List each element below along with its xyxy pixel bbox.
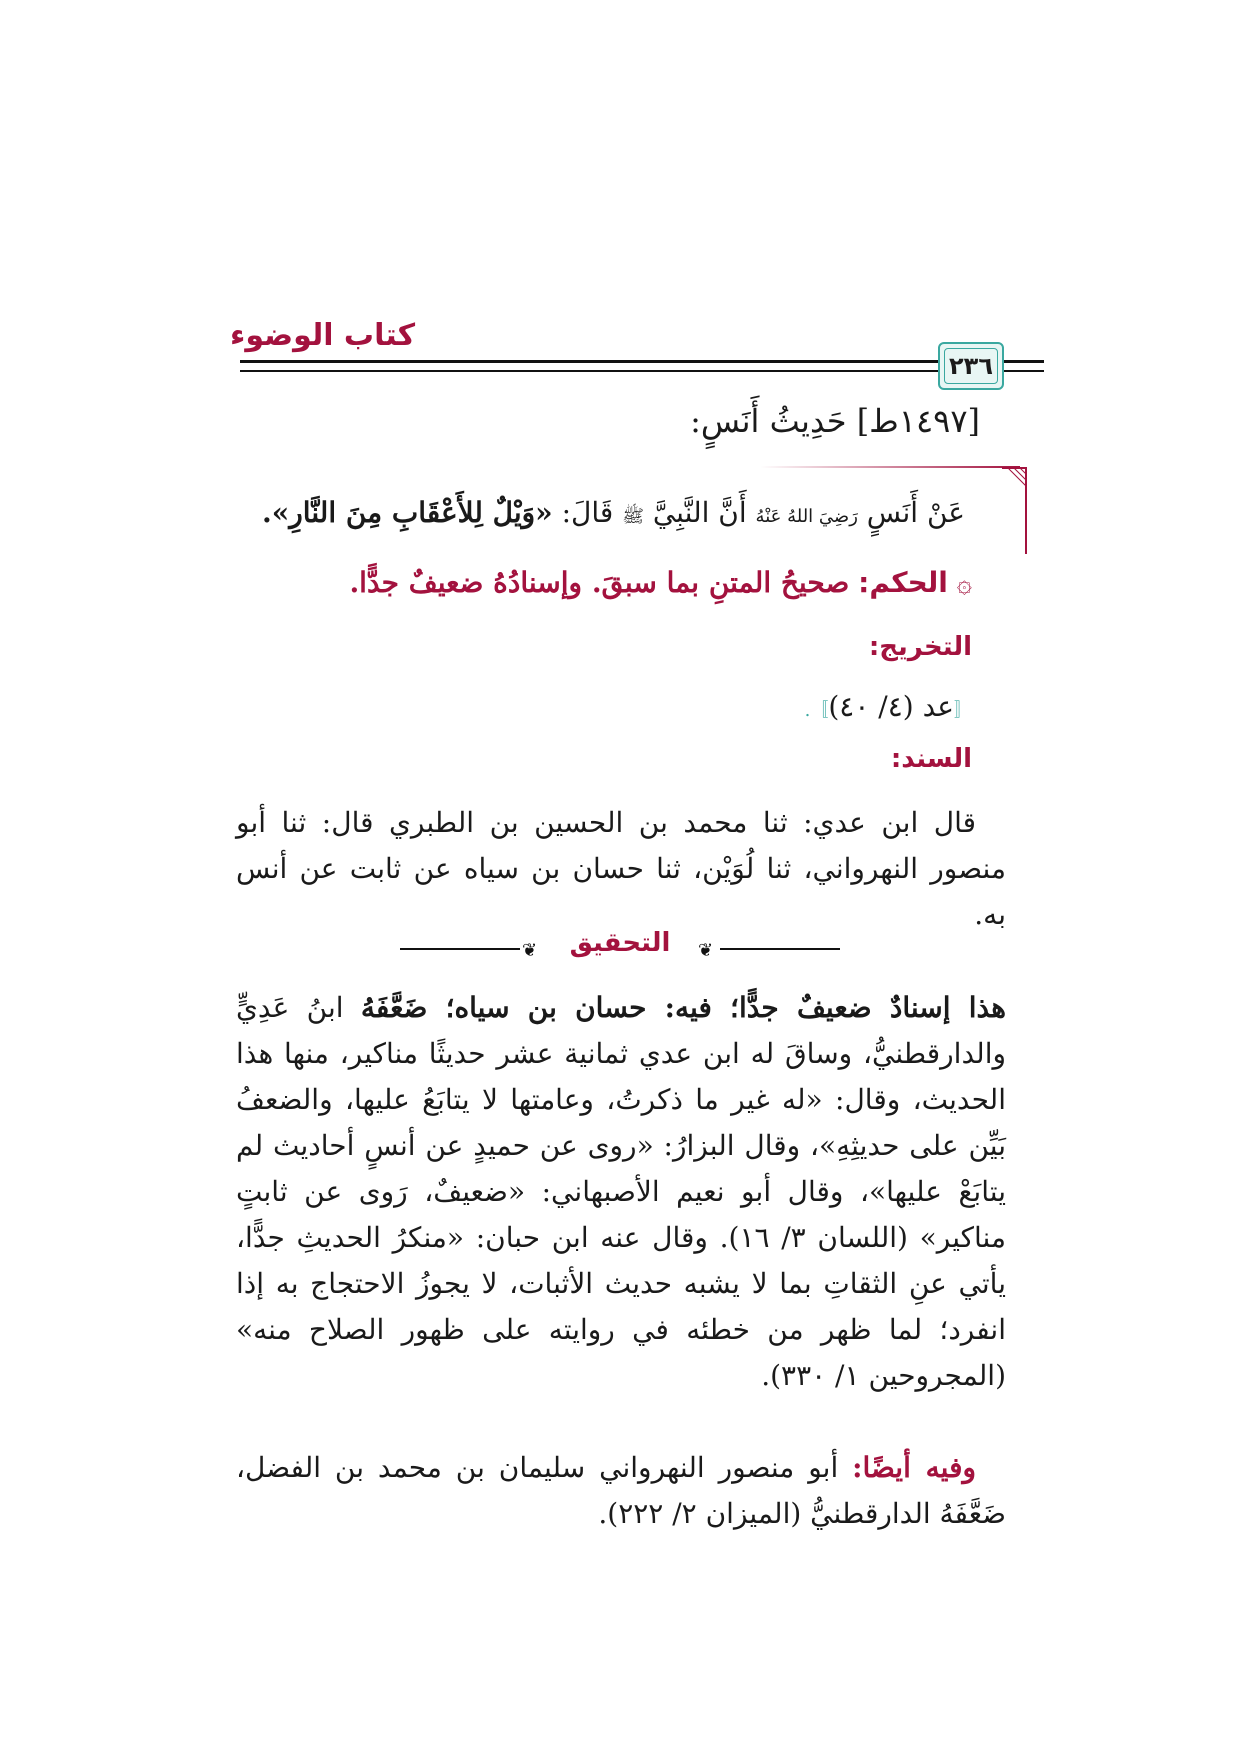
reference-open-mark: 〚 — [954, 700, 972, 721]
tahqiq-lead: هذا إسنادٌ ضعيفٌ جدًّا؛ فيه: حسان بن سياه؛ ضَعَّفَهُ — [360, 991, 1006, 1024]
hadith-quote: «وَيْلٌ لِلأَعْقَابِ مِنَ النَّارِ». — [262, 496, 553, 529]
reference-text: عد (٤/ ٤٠) — [828, 690, 954, 723]
ruling-ornament-icon: ۞ — [956, 569, 972, 599]
sanad-paragraph: قال ابن عدي: ثنا محمد بن الحسين بن الطبري قال: ثنا أبو منصور النهرواني، ثنا لُوَيْن، ثنا حسان بن سياه عن ثابت عن أنس به. — [236, 806, 1006, 931]
divider-line-right — [720, 948, 840, 950]
hadith-ruling — [349, 566, 972, 599]
reference-close-mark: 〛. — [804, 700, 829, 721]
also-text: أبو منصور النهرواني سليمان بن محمد بن الفضل، ضَعَّفَهُ الدارقطنيُّ (الميزان ٢/ ٢٢٢). — [236, 1451, 1006, 1530]
divider-ornament-left-icon: ❦ — [522, 940, 538, 961]
header-rule-right — [1004, 360, 1044, 363]
companion-honorific: رَضِيَ اللهُ عَنْهُ — [755, 506, 858, 527]
tahqiq-paragraph — [236, 985, 1006, 1399]
hadith-middle: أَنَّ النَّبِيَّ — [652, 496, 747, 529]
header-rule-right-thin — [1004, 370, 1044, 372]
header-rule-thin — [240, 370, 1040, 372]
hadith-number: [١٤٩٧ط] — [856, 402, 980, 440]
tahqiq-text: ابنُ عَدِيٍّ والدارقطنيُّ، وساقَ له ابن عدي ثمانية عشر حديثًا مناكير، منها هذا الحديث، وقال: «له غير ما ذكرتُ، وعامتها لا يتابَعُ عليها، والضعفُ بَيِّن على حديثِهِ»، وقال البزارُ: «روى عن حميدٍ عن أنسٍ أحاديث لم يتابَعْ عليها»، وقال أبو نعيم الأصبهاني: «ضعيفٌ، رَوى عن ثابتٍ مناكير» (اللسان ٣/ ١٦). وقال عنه ابن حبان: «منكرُ الحديثِ جدًّا، يأتي عنِ الثقاتِ بما لا يشبه حديث الأثبات، لا يجوزُ الاحتجاج به إذا انفرد؛ لما ظهر من خطئه في روايته على ظهور الصلاح منه» (المجروحين ١/ ٣٣٠). — [236, 991, 1006, 1392]
prophet-honorific: ﷺ — [622, 506, 644, 527]
book-title: كتاب الوضوء — [230, 318, 416, 353]
sanad-label: السند: — [890, 744, 972, 774]
takhrij-label: التخريج: — [868, 632, 972, 662]
header-rule — [240, 360, 1040, 363]
also-paragraph — [236, 1445, 1006, 1537]
quote-box-top-border — [760, 466, 1020, 468]
ruling-value: صحيحُ المتنِ بما سبقَ. وإسنادُهُ ضعيفٌ جدًّا. — [349, 566, 850, 599]
divider-ornament-right-icon: ❦ — [698, 940, 714, 961]
hadith-text — [262, 496, 965, 531]
ruling-label: الحكم: — [858, 566, 948, 599]
quote-box-corner-ornament — [1000, 466, 1028, 556]
takhrij-reference — [805, 690, 972, 723]
page-number-badge — [938, 342, 1004, 390]
page-number: ٢٣٦ — [949, 352, 993, 380]
hadith-intro: عَنْ أَنَسٍ — [866, 496, 965, 529]
hadith-heading — [690, 402, 980, 440]
divider-line-left — [400, 948, 520, 950]
hadith-title: حَدِيثُ أَنَسٍ: — [690, 402, 847, 440]
tahqiq-heading: التحقيق — [569, 928, 671, 958]
hadith-said: قَالَ: — [561, 496, 614, 529]
also-label: وفيه أيضًا: — [852, 1451, 976, 1484]
